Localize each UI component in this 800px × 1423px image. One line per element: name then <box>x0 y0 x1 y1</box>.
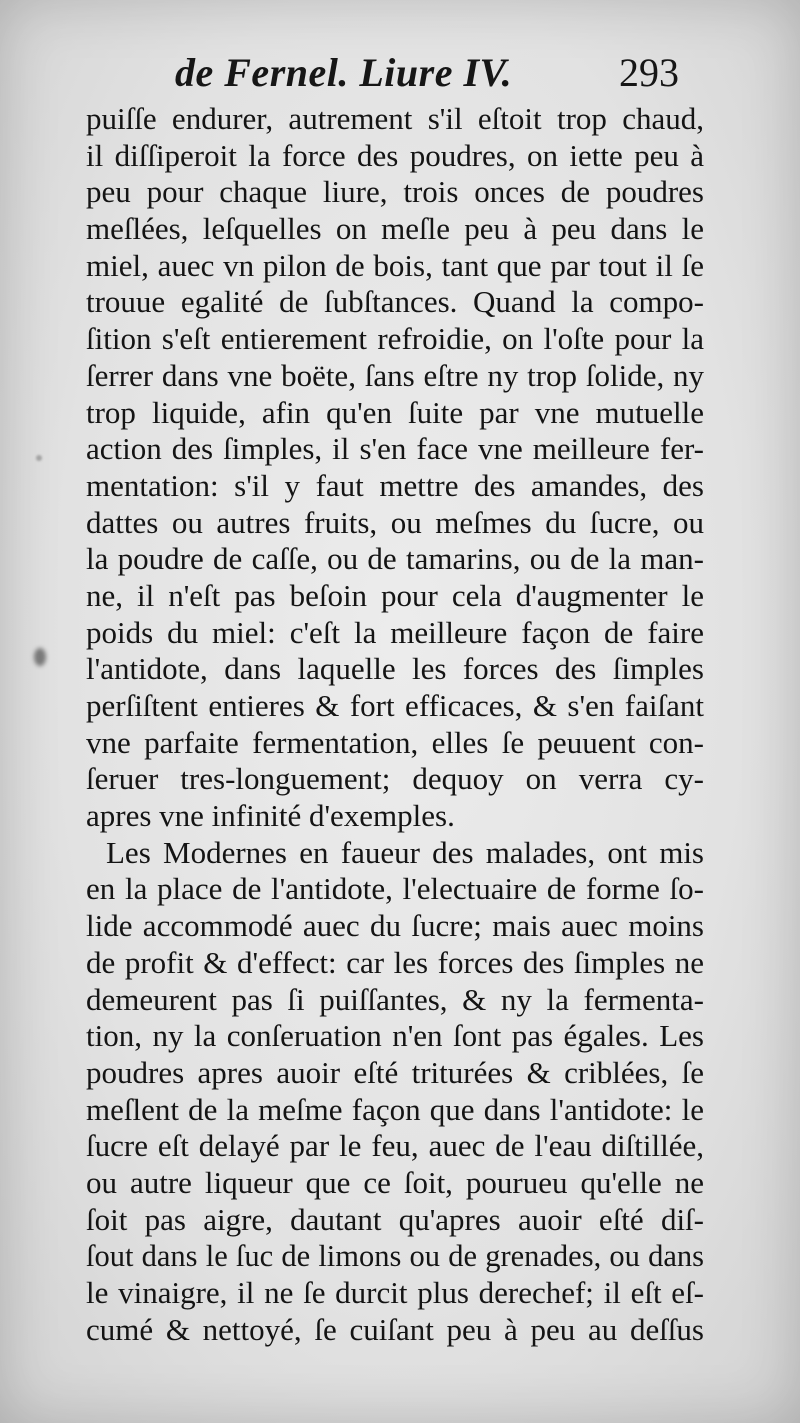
paper-speck <box>36 455 42 461</box>
text-line: apres vne infinité d'exemples. <box>86 798 455 834</box>
text-line: cumé & nettoyé, ſe cuiſant peu à peu au deſſus <box>86 1311 704 1347</box>
text-line: Les Modernes en faueur des malades, ont mis <box>106 834 704 870</box>
text-line: en la place de l'antidote, l'electuaire de forme ſo- <box>86 871 704 907</box>
text-line: ſerrer dans vne boëte, ſans eſtre ny trop ſolide, ny <box>86 357 704 393</box>
text-line: ſoit pas aigre, dautant qu'apres auoir eſté diſ- <box>86 1201 704 1237</box>
text-line: peu pour chaque liure, trois onces de poudres <box>86 174 704 210</box>
text-line: trouue egalité de ſubſtances. Quand la compo- <box>86 284 704 320</box>
page-number: 293 <box>619 50 679 95</box>
text-line: tion, ny la conſeruation n'en ſont pas égales. Les <box>86 1018 704 1054</box>
text-line: miel, auec vn pilon de bois, tant que par tout il ſe <box>86 247 704 283</box>
text-line: ſout dans le ſuc de limons ou de grenades, ou dans <box>86 1239 704 1274</box>
text-line: ſucre eſt delayé par le feu, auec de l'eau diſtillée, <box>86 1128 704 1164</box>
text-line: ne, il n'eſt pas beſoin pour cela d'augmenter le <box>86 577 704 613</box>
text-line: perſiſtent entieres & fort efficaces, & s'en faiſant <box>86 688 704 723</box>
text-line: la poudre de caſſe, ou de tamarins, ou de la man- <box>86 541 704 577</box>
text-line: ſition s'eſt entierement refroidie, on l'oſte pour la <box>86 321 704 357</box>
text-line: dattes ou autres fruits, ou meſmes du ſucre, ou <box>86 504 704 540</box>
text-line: de profit & d'effect: car les forces des ſimples ne <box>86 944 704 980</box>
text-line: l'antidote, dans laquelle les forces des ſimples <box>86 651 704 687</box>
text-line: le vinaigre, il ne ſe durcit plus derechef; il eſt eſ- <box>86 1275 704 1310</box>
text-line: puiſſe endurer, autrement s'il eſtoit trop chaud, <box>86 101 704 136</box>
text-line: lide accommodé auec du ſucre; mais auec moins <box>86 908 704 944</box>
running-head: de Fernel. Liure IV. <box>175 50 513 95</box>
text-line: trop liquide, afin qu'en ſuite par vne mutuelle <box>86 394 704 430</box>
text-line: mentation: s'il y faut mettre des amandes, des <box>86 467 704 503</box>
text-line: vne parfaite fermentation, elles ſe peuuent con- <box>86 724 704 760</box>
text-line: meſlent de la meſme façon que dans l'antidote: le <box>86 1091 704 1127</box>
text-line: poids du miel: c'eſt la meilleure façon de faire <box>86 614 704 650</box>
text-line: action des ſimples, il s'en face vne meilleure fer- <box>86 431 704 467</box>
text-line: demeurent pas ſi puiſſantes, & ny la fermenta- <box>86 981 704 1017</box>
text-line: ou autre liqueur que ce ſoit, pourueu qu'elle ne <box>86 1164 704 1200</box>
body-text <box>86 101 704 1348</box>
text-line: meſlées, leſquelles on meſle peu à peu dans le <box>86 211 704 247</box>
text-line: il diſſiperoit la force des poudres, on iette peu à <box>86 137 704 173</box>
page-header <box>175 48 735 98</box>
ink-blot <box>34 648 46 666</box>
text-line: ſeruer tres-longuement; dequoy on verra cy- <box>86 761 704 797</box>
text-line: poudres apres auoir eſté triturées & criblées, ſe <box>86 1054 704 1090</box>
